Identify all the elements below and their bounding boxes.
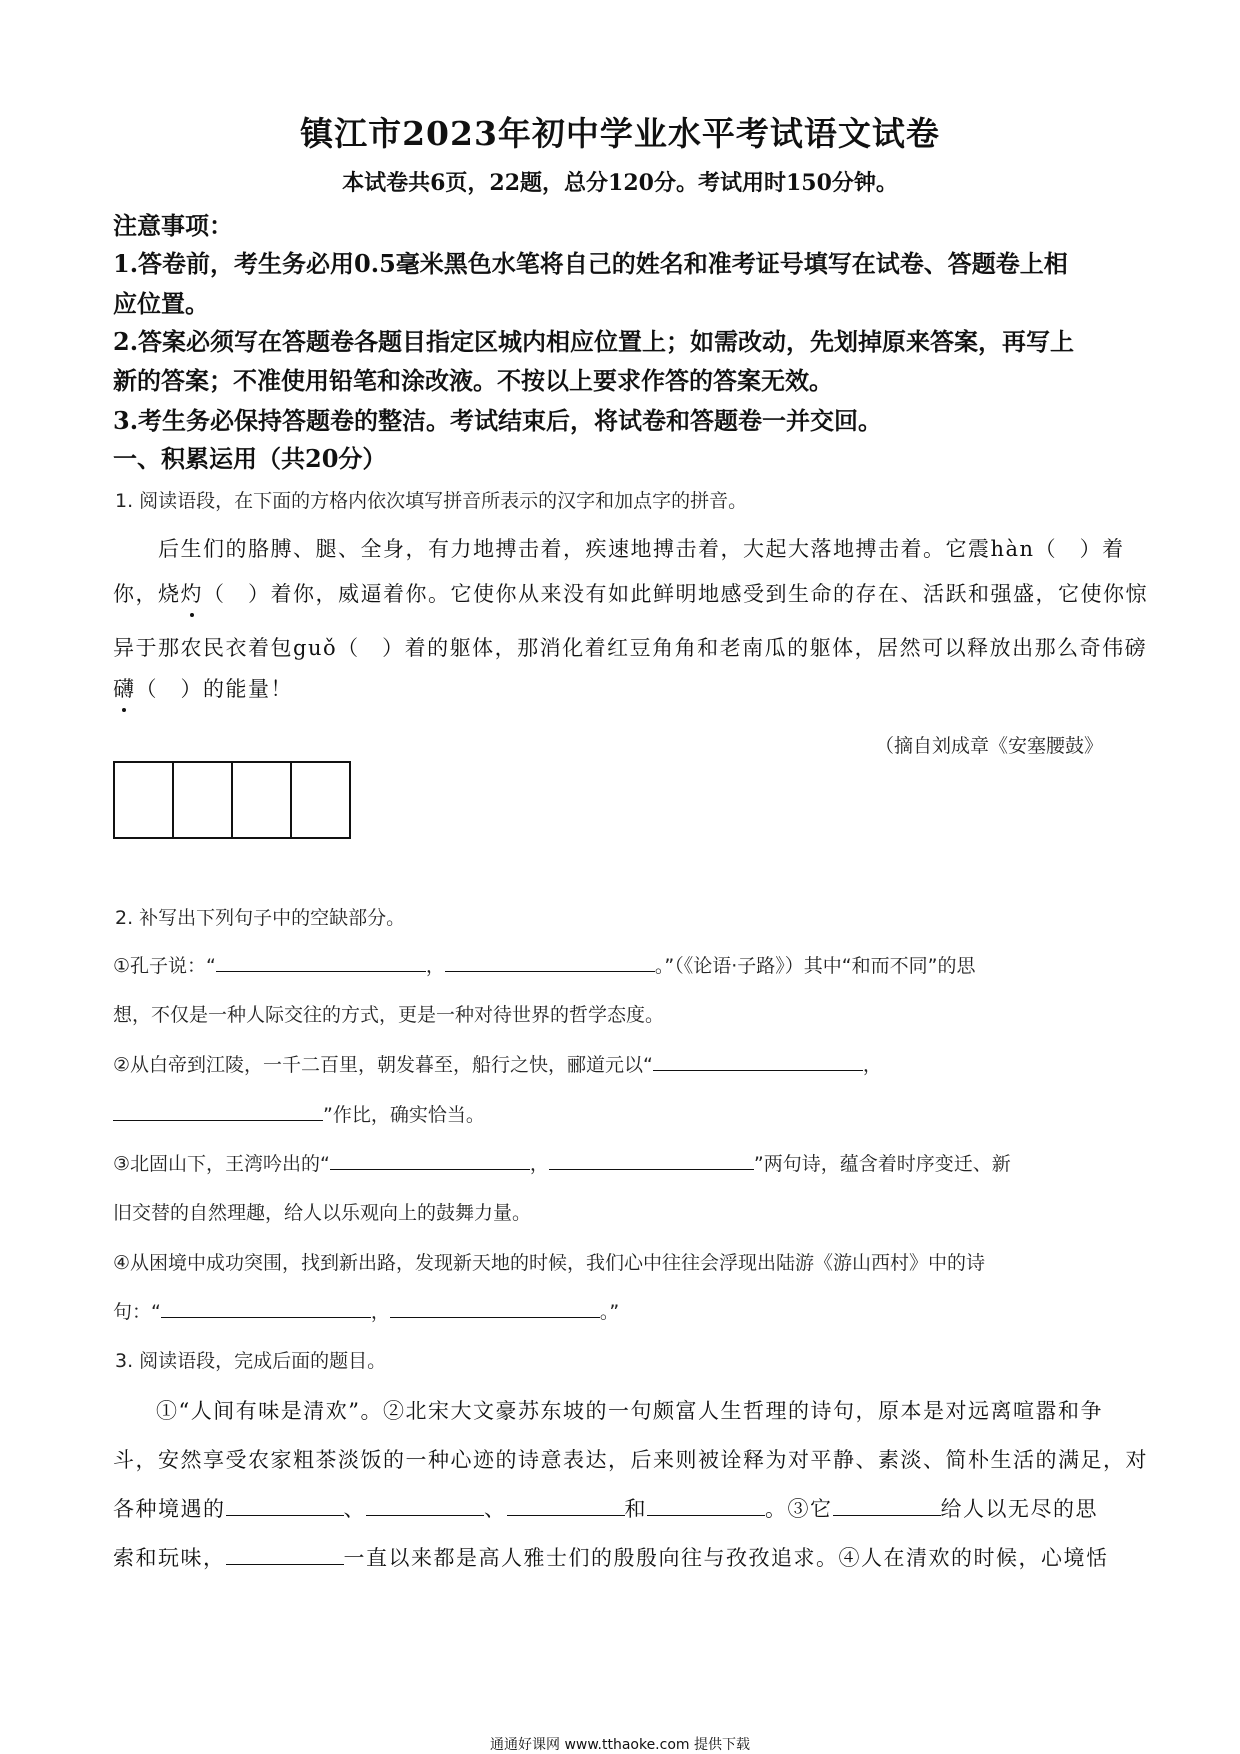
fill-blank[interactable]: [113, 1102, 323, 1121]
q3-text: 一直以来都是高人雅士们的殷殷向往与孜孜追求。④人在清欢的时候，心境恬: [343, 1546, 1109, 1570]
q2-line: [113, 951, 975, 978]
q1-text: 你，烧: [113, 582, 181, 606]
q2-line: [113, 1297, 619, 1324]
q1-passage-line: [113, 578, 1148, 608]
section-1-heading: 一、积累运用（共20分）: [113, 444, 387, 473]
q2-line: 旧交替的自然理趣，给人以乐观向上的鼓舞力量。: [113, 1202, 532, 1224]
q2-line: [113, 1100, 485, 1127]
q3-text: 和: [624, 1497, 647, 1521]
answer-box[interactable]: [231, 761, 292, 839]
page-title: 镇江市2023年初中学业水平考试语文试卷: [300, 114, 940, 153]
q3-text: 给人以无尽的思: [940, 1497, 1098, 1521]
fill-blank[interactable]: [330, 1151, 530, 1170]
q3-passage-line: [113, 1493, 1098, 1523]
q1-prompt: 1. 阅读语段，在下面的方格内依次填写拼音所表示的汉字和加点字的拼音。: [115, 490, 748, 512]
q2-text: ，: [862, 1054, 882, 1076]
fill-blank[interactable]: [833, 1497, 941, 1516]
q2-text: ②从白帝到江陵，一千二百里，朝发暮至，船行之快，郦道元以“: [113, 1054, 653, 1076]
dotted-char: 礴: [113, 673, 136, 703]
fill-blank[interactable]: [216, 953, 426, 972]
q3-prompt: 3. 阅读语段，完成后面的题目。: [115, 1350, 387, 1372]
q2-text: 。”（《论语·子路》）其中“和而不同”的思: [654, 955, 976, 977]
fill-blank[interactable]: [445, 953, 655, 972]
q2-text: ③北固山下，王湾吟出的“: [113, 1153, 330, 1175]
q1-source: （摘自刘成章《安塞腰鼓》: [875, 735, 1104, 757]
q3-text: 各种境遇的: [113, 1497, 226, 1521]
answer-box[interactable]: [113, 761, 174, 839]
q2-text: ，: [425, 955, 445, 977]
fill-blank[interactable]: [647, 1497, 765, 1516]
fill-blank[interactable]: [161, 1299, 371, 1318]
q3-text: 。③它: [765, 1497, 833, 1521]
exam-subtitle: 本试卷共6页，22题，总分120分。考试用时150分钟。: [342, 170, 898, 196]
q3-passage-line: 斗，安然享受农家粗茶淡饭的一种心迹的诗意表达，后来则被诠释为对平静、素淡、简朴生活的满足，对: [113, 1448, 1148, 1472]
fill-blank[interactable]: [549, 1151, 754, 1170]
q2-text: ”作比，确实恰当。: [323, 1104, 485, 1126]
q2-prompt: 2. 补写出下列句子中的空缺部分。: [115, 907, 406, 929]
fill-blank[interactable]: [653, 1052, 863, 1071]
answer-box[interactable]: [290, 761, 351, 839]
q3-text: 、: [343, 1497, 366, 1521]
fill-blank[interactable]: [226, 1546, 344, 1565]
q2-line: [113, 1050, 882, 1077]
notice-heading: 注意事项：: [113, 211, 233, 240]
q2-line: ④从困境中成功突围，找到新出路，发现新天地的时候，我们心中往往会浮现出陆游《游山西村》中的诗: [113, 1252, 986, 1274]
q2-text: 。”: [599, 1301, 620, 1323]
answer-box[interactable]: [172, 761, 233, 839]
q3-passage-line: [113, 1542, 1109, 1572]
q2-text: ，: [529, 1153, 549, 1175]
q1-passage-line: 后生们的胳膊、腿、全身，有力地搏击着，疾速地搏击着，大起大落地搏击着。它震hàn（ ）着: [158, 537, 1125, 561]
q1-passage-line: [113, 673, 293, 703]
notice-item-1b: 应位置。: [113, 289, 209, 318]
answer-grid: [113, 761, 351, 839]
q2-line: 想，不仅是一种人际交往的方式，更是一种对待世界的哲学态度。: [113, 1004, 665, 1026]
notice-item-2b: 新的答案；不准使用铅笔和涂改液。不按以上要求作答的答案无效。: [113, 366, 833, 395]
q2-line: [113, 1149, 1011, 1176]
dotted-char: 灼: [181, 578, 204, 608]
footer-credit: 通通好课网 www.tthaoke.com 提供下载: [490, 1737, 750, 1753]
q2-text: ，: [370, 1301, 390, 1323]
notice-item-2a: 2.答案必须写在答题卷各题目指定区城内相应位置上；如需改动，先划掉原来答案，再写上: [113, 327, 1075, 356]
q3-passage-line: ①“人间有味是清欢”。②北宋大文豪苏东坡的一句颇富人生哲理的诗句，原本是对远离喧嚣和争: [156, 1399, 1103, 1423]
fill-blank[interactable]: [366, 1497, 484, 1516]
q2-text: ”两句诗，蕴含着时序变迁、新: [753, 1153, 1011, 1175]
q3-text: 、: [484, 1497, 507, 1521]
q2-text: 句：“: [113, 1301, 161, 1323]
notice-item-1a: 1.答卷前，考生务必用0.5毫米黑色水笔将自己的姓名和准考证号填写在试卷、答题卷上相: [113, 249, 1068, 278]
q2-text: ①孔子说：“: [113, 955, 216, 977]
q3-text: 索和玩味，: [113, 1546, 226, 1570]
fill-blank[interactable]: [390, 1299, 600, 1318]
fill-blank[interactable]: [507, 1497, 625, 1516]
q1-text: （ ）的能量！: [135, 677, 293, 701]
fill-blank[interactable]: [226, 1497, 344, 1516]
q1-text: （ ）着你，威逼着你。它使你从来没有如此鲜明地感受到生命的存在、活跃和强盛，它使你惊: [203, 582, 1148, 606]
q1-passage-line: 异于那农民衣着包guǒ（ ）着的躯体，那消化着红豆角角和老南瓜的躯体，居然可以释放出那么奇伟磅: [113, 636, 1148, 660]
notice-item-3: 3.考生务必保持答题卷的整洁。考试结束后，将试卷和答题卷一并交回。: [113, 406, 883, 435]
